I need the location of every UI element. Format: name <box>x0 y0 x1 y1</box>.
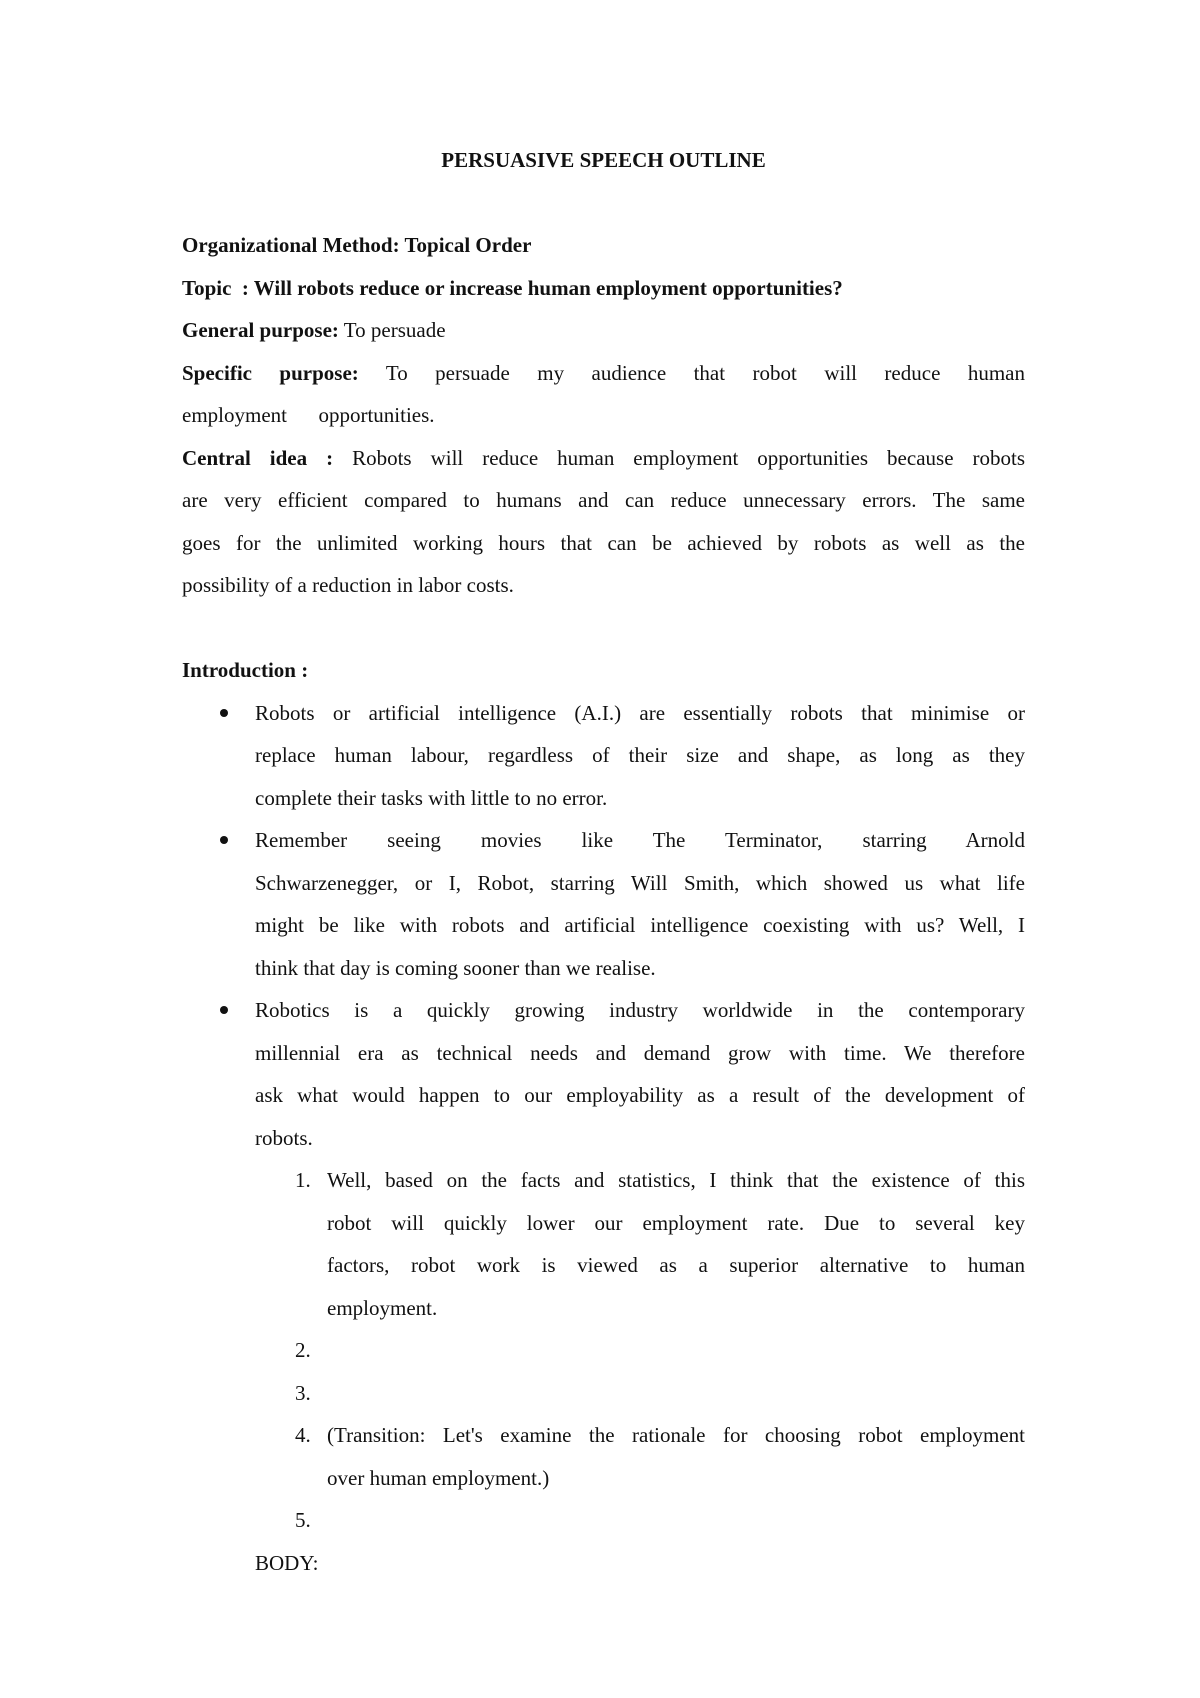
item-number: 3. <box>295 1380 311 1405</box>
central-idea-line: Robots will reduce human employment opportunities because robots <box>352 445 1025 470</box>
bullet-text: complete their tasks with little to no error. <box>255 785 608 810</box>
bullet-text: think that day is coming sooner than we realise. <box>255 955 656 980</box>
bullet-text: Robots or artificial intelligence (A.I.) are essentially robots that minimise or <box>255 700 1025 725</box>
general-purpose <box>182 309 1025 352</box>
numbered-text: robot will quickly lower our employment rate. Due to several key <box>327 1210 1025 1235</box>
organizational-method <box>182 224 1025 267</box>
bullet-line <box>182 734 1025 777</box>
numbered-line <box>182 1457 1025 1500</box>
introduction-heading <box>182 649 1025 692</box>
topic <box>182 267 1025 310</box>
numbered-text: (Transition: Let's examine the rationale for choosing robot employment <box>327 1423 1025 1447</box>
item-number: 1. <box>295 1168 311 1192</box>
bullet-icon <box>220 1006 228 1014</box>
bullet-line <box>182 777 1025 820</box>
general-purpose-value: To persuade <box>338 318 446 342</box>
numbered-line <box>182 1244 1025 1287</box>
bullet-text: Robotics is a quickly growing industry worldwide in the contemporary <box>255 998 1025 1022</box>
numbered-text: Well, based on the facts and statistics, I think that the existence of this <box>327 1168 1025 1192</box>
document-title <box>182 139 1025 182</box>
introduction-label: Introduction : <box>182 658 309 682</box>
bullet-text: ask what would happen to our employability as a result of the development of <box>255 1083 1025 1107</box>
bullet-line <box>182 1032 1025 1075</box>
bullet-line <box>182 862 1025 905</box>
introduction-list <box>182 692 1025 1542</box>
numbered-line <box>182 1159 1025 1202</box>
bullet-text: replace human labour, regardless of their size and shape, as long as they <box>255 743 1025 767</box>
bullet-text: millennial era as technical needs and demand grow with time. We therefore <box>255 1040 1025 1065</box>
specific-purpose-line: employment opportunities. <box>182 403 435 427</box>
bullet-line <box>182 989 1025 1032</box>
title-text: PERSUASIVE SPEECH OUTLINE <box>441 148 766 172</box>
bullet-text: Schwarzenegger, or I, Robot, starring Will Smith, which showed us what life <box>255 870 1025 895</box>
org-method-label: Organizational Method: Topical Order <box>182 233 532 257</box>
numbered-text: over human employment.) <box>327 1465 550 1490</box>
bullet-item <box>182 819 1025 989</box>
central-idea-label: Central idea : <box>182 445 334 470</box>
numbered-item <box>182 1372 1025 1415</box>
item-number: 4. <box>295 1423 311 1447</box>
numbered-item <box>182 1499 1025 1542</box>
item-number: 2. <box>295 1338 311 1362</box>
bullet-line <box>182 1074 1025 1117</box>
bullet-line <box>182 947 1025 990</box>
bullet-line <box>182 904 1025 947</box>
numbered-line <box>182 1202 1025 1245</box>
specific-purpose-label: Specific purpose: <box>182 360 359 385</box>
bullet-icon <box>220 836 228 844</box>
central-idea-line: goes for the unlimited working hours that can be achieved by robots as well as the <box>182 530 1025 555</box>
bullet-text: Remember seeing movies like The Terminator, starring Arnold <box>255 828 1025 852</box>
item-number: 5. <box>295 1508 311 1532</box>
document-page <box>182 139 1025 1584</box>
body-label: BODY: <box>255 1550 319 1575</box>
bullet-item <box>182 989 1025 1159</box>
numbered-line <box>182 1329 1025 1372</box>
numbered-line <box>182 1414 1025 1457</box>
bullet-icon <box>220 709 228 717</box>
bullet-line <box>182 692 1025 735</box>
numbered-line <box>182 1372 1025 1415</box>
specific-purpose-line: To persuade my audience that robot will reduce human <box>385 360 1025 385</box>
specific-purpose <box>182 352 1025 395</box>
bullet-item <box>182 692 1025 820</box>
numbered-item <box>182 1329 1025 1372</box>
bullet-text: robots. <box>255 1125 313 1150</box>
bullet-line <box>182 1117 1025 1160</box>
central-idea <box>182 437 1025 480</box>
numbered-item <box>182 1414 1025 1499</box>
central-idea-line: possibility of a reduction in labor costs. <box>182 573 514 597</box>
general-purpose-label: General purpose: <box>182 318 339 342</box>
numbered-text: factors, robot work is viewed as a superior alternative to human <box>327 1253 1025 1277</box>
topic-label: Topic : Will robots reduce or increase human employment opportunities? <box>182 275 843 300</box>
bullet-line <box>182 819 1025 862</box>
central-idea-line: are very efficient compared to humans and can reduce unnecessary errors. The same <box>182 488 1025 512</box>
numbered-line <box>182 1499 1025 1542</box>
numbered-line <box>182 1287 1025 1330</box>
numbered-text: employment. <box>327 1295 438 1320</box>
bullet-text: might be like with robots and artificial intelligence coexisting with us? Well, I <box>255 913 1025 937</box>
numbered-item <box>182 1159 1025 1329</box>
